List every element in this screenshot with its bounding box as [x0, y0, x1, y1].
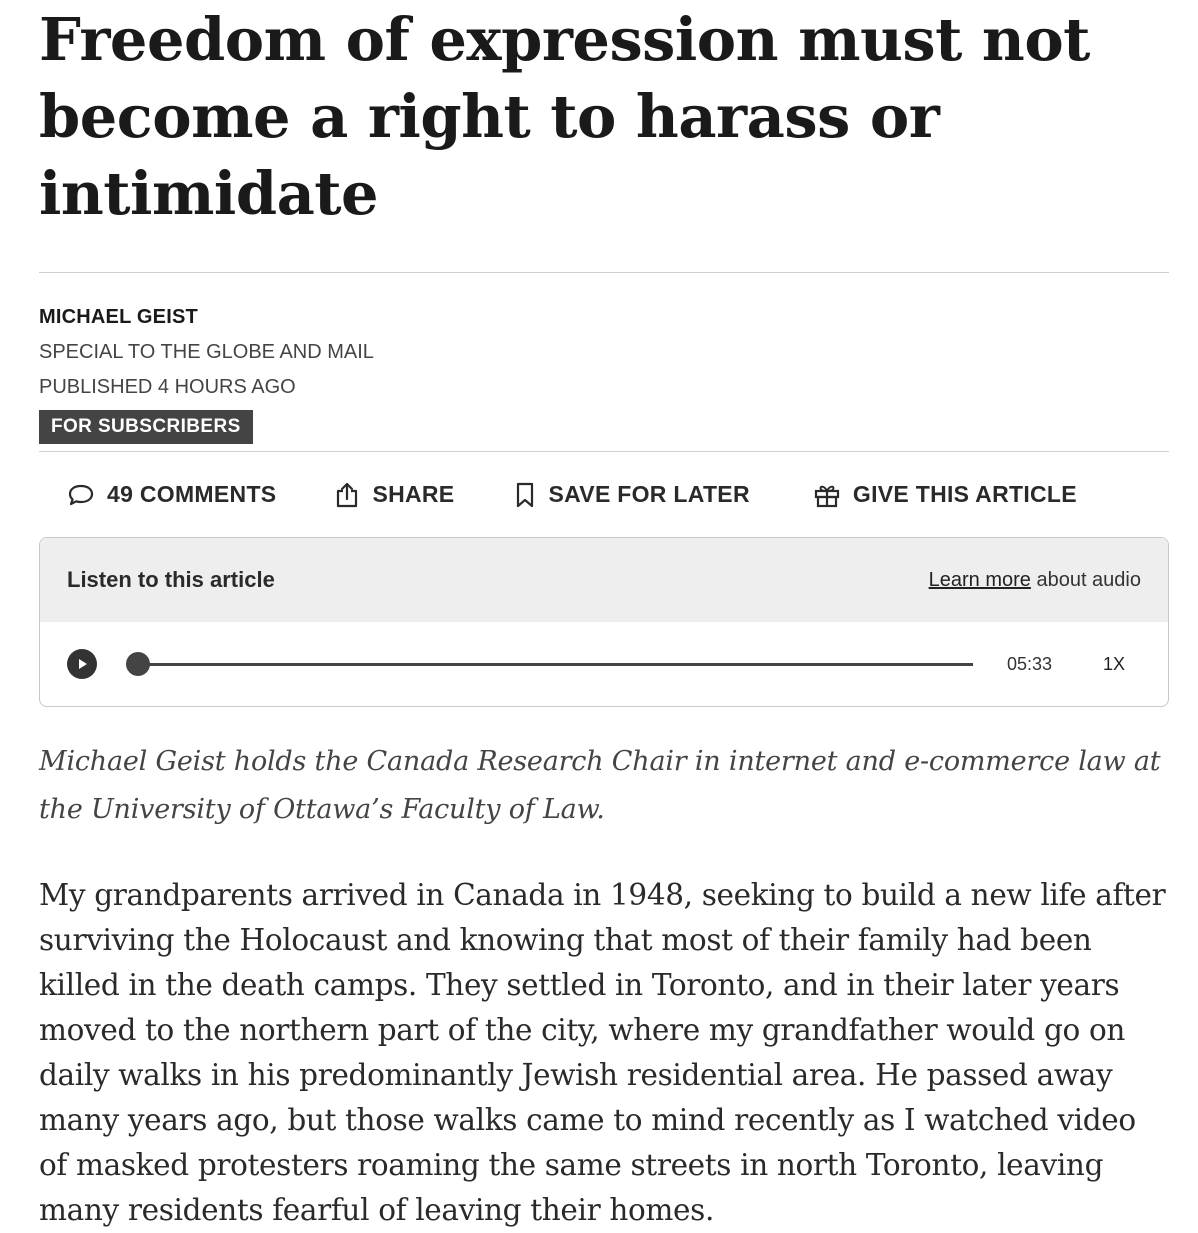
save-for-later-button[interactable]: [514, 481, 749, 509]
article-page: [39, 0, 1169, 1233]
article-headline: Freedom of expression must not become a right to harass or intimidate: [39, 5, 1090, 228]
save-label: SAVE FOR LATER: [548, 481, 750, 507]
article-actions: [39, 452, 1169, 537]
learn-more-suffix: about audio: [1030, 568, 1141, 591]
share-label: SHARE: [372, 481, 455, 507]
article-paragraph: My grandparents arrived in Canada in 1948, seeking to build a new life after surviving the Holocaust and knowing that most of their family had been killed in the death camps. They settled in Toronto, and in their later years moved to the northern part of the city, where my grandfather would go on daily walks in his predominantly Jewish residential area. He passed away many years ago, but those walks came to mind recently as I watched video of masked protesters roaming the same streets in north Toronto, leaving many residents fearful of leaving their homes.: [39, 878, 1166, 1227]
author-name[interactable]: MICHAEL GEIST: [39, 306, 198, 328]
play-icon: [75, 657, 89, 671]
published-time: PUBLISHED 4 HOURS AGO: [39, 376, 296, 398]
author-affiliation: SPECIAL TO THE GLOBE AND MAIL: [39, 341, 374, 363]
audio-player: [39, 537, 1169, 707]
audio-progress-track[interactable]: [137, 663, 973, 666]
playback-speed-button[interactable]: 1X: [1103, 653, 1126, 674]
share-icon: [334, 481, 360, 509]
comments-button[interactable]: [67, 481, 276, 508]
speech-bubble-icon: [67, 483, 95, 507]
subscriber-badge: FOR SUBSCRIBERS: [39, 410, 253, 444]
audio-duration: 05:33: [1007, 653, 1053, 674]
author-bio: Michael Geist holds the Canada Research Chair in internet and e-commerce law at the University of Ottawa’s Faculty of Law.: [39, 746, 1161, 825]
bookmark-icon: [514, 481, 536, 509]
audio-title: Listen to this article: [67, 567, 275, 592]
audio-scrubber-handle[interactable]: [126, 652, 150, 676]
share-button[interactable]: [334, 481, 454, 509]
audio-learn-more: [929, 569, 1141, 592]
comments-label: 49 COMMENTS: [107, 481, 277, 507]
give-label: GIVE THIS ARTICLE: [852, 481, 1077, 507]
learn-more-link[interactable]: Learn more: [928, 568, 1031, 591]
audio-controls: [40, 622, 1168, 706]
play-button[interactable]: [67, 649, 97, 679]
audio-player-header: [40, 538, 1168, 622]
give-article-button[interactable]: [813, 481, 1077, 509]
byline: [39, 273, 1169, 451]
gift-icon: [813, 481, 841, 509]
